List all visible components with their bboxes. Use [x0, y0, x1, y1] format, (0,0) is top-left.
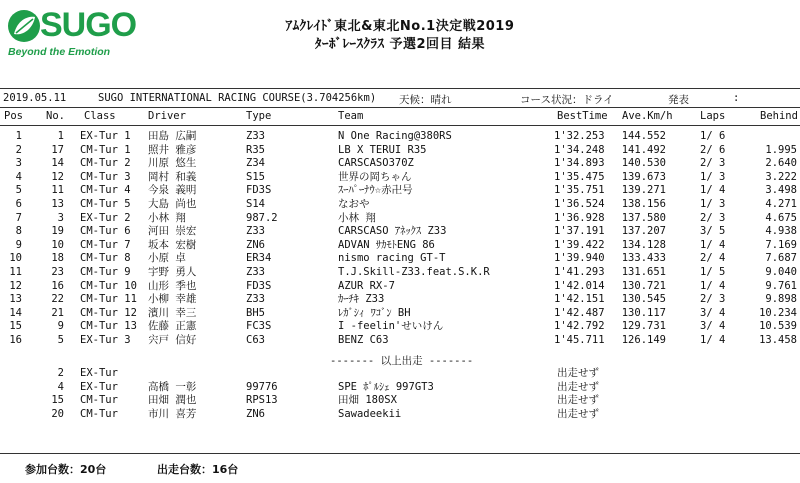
cell-driver: 濱川 幸三 [148, 306, 197, 319]
cell-behind: 10.539 [759, 320, 797, 333]
cell-team: CARSCASO ｱﾈｯｸｽ Z33 [338, 225, 447, 238]
cell-no: 5 [57, 334, 64, 346]
cell-status: 出走せず [557, 407, 599, 420]
cell-team: ｽｰﾊﾟｰﾅｳ☆赤卍号 [338, 184, 413, 197]
cell-laps: 1/ 4 [700, 279, 726, 292]
cell-pos: 1 [15, 130, 22, 142]
cell-ave: 133.433 [621, 252, 666, 265]
table-row [0, 252, 800, 265]
cell-cls: CM-Tur 6 [80, 225, 131, 238]
nonstarter-row [0, 367, 800, 380]
cell-ave: 130.721 [621, 279, 666, 292]
cell-best: 1'42.151 [554, 293, 605, 306]
cell-no: 9 [57, 320, 64, 333]
col-team: Team [338, 110, 364, 122]
weather: 天候：晴れ [399, 94, 452, 106]
cell-type: ER34 [246, 252, 272, 265]
cell-cls: EX-Tur 2 [80, 211, 131, 224]
cell-driver: 山形 季也 [148, 279, 197, 292]
cell-type: Z34 [246, 157, 265, 170]
announcement-label: 発表 [668, 94, 689, 106]
cell-team: 世界の岡ちゃん [338, 170, 412, 183]
cell-driver: 宇野 勇人 [148, 266, 197, 278]
cell-behind: 4.271 [765, 198, 797, 210]
cell-behind: 9.898 [765, 293, 797, 306]
cell-driver: 大島 尚也 [148, 198, 197, 210]
cell-laps: 2/ 6 [700, 143, 726, 156]
cell-no: 19 [51, 225, 64, 238]
cell-cls: EX-Tur 1 [80, 130, 131, 142]
cell-pos: 5 [15, 184, 22, 197]
divider-header-top [0, 107, 800, 108]
cell-no: 18 [51, 252, 64, 265]
cell-type: Z33 [246, 130, 265, 142]
col-no: No. [46, 110, 65, 122]
cell-laps: 3/ 4 [700, 320, 726, 333]
cell-best: 1'41.293 [554, 266, 605, 278]
cell-driver: 小原 卓 [148, 252, 186, 265]
cell-best: 1'32.253 [554, 130, 605, 142]
cell-laps: 1/ 3 [700, 198, 726, 210]
col-ave: Ave.Km/h [622, 110, 673, 122]
cell-cls: CM-Tur [80, 394, 118, 407]
cell-pos: 3 [15, 157, 22, 170]
cell-team: ﾚｶﾞｼｨ ﾜｺﾞﾝ BH [338, 306, 411, 319]
cell-driver: 高橋 一彰 [148, 380, 197, 393]
table-row [0, 307, 800, 320]
table-row [0, 144, 800, 157]
cell-behind: 3.498 [765, 184, 797, 197]
cell-no: 14 [51, 157, 64, 170]
cell-pos: 12 [9, 279, 22, 292]
cell-driver: 小柳 幸雄 [148, 293, 197, 306]
cell-ave: 139.673 [621, 170, 666, 183]
cell-laps: 1/ 4 [700, 238, 726, 251]
cell-team: ｶｰﾁｷ Z33 [338, 293, 385, 306]
cell-driver: 坂本 宏樹 [148, 238, 197, 251]
cell-best: 1'36.928 [554, 211, 605, 224]
cell-pos: 8 [15, 225, 22, 238]
cell-cls: CM-Tur 4 [80, 184, 131, 197]
cell-ave: 134.128 [621, 238, 666, 251]
logo-text: SUGO [40, 6, 137, 44]
col-besttime: BestTime [557, 110, 608, 122]
started-separator: ------- 以上出走 ------- [330, 355, 474, 367]
cell-cls: CM-Tur 10 [80, 279, 137, 292]
cell-driver: 照井 雅彦 [148, 143, 197, 156]
cell-cls: CM-Tur 13 [80, 320, 137, 333]
cell-best: 1'35.475 [554, 170, 605, 183]
cell-laps: 2/ 4 [700, 252, 726, 265]
cell-no: 4 [57, 380, 64, 393]
cell-driver: 佐藤 正憲 [148, 320, 197, 333]
cell-pos: 11 [9, 266, 22, 278]
cell-pos: 10 [9, 252, 22, 265]
cell-type: C63 [246, 334, 265, 346]
table-row [0, 157, 800, 170]
cell-behind: 10.234 [759, 306, 797, 319]
divider-top [0, 88, 800, 89]
cell-team: nismo racing GT-T [338, 252, 446, 265]
cell-no: 2 [57, 367, 64, 379]
cell-pos: 9 [15, 238, 22, 251]
cell-type: FC3S [246, 320, 272, 333]
cell-pos: 4 [15, 170, 22, 183]
cell-ave: 137.207 [621, 225, 666, 238]
cell-laps: 2/ 3 [700, 211, 726, 224]
cell-team: CARSCASO370Z [338, 157, 414, 170]
cell-ave: 140.530 [621, 157, 666, 170]
cell-cls: CM-Tur 5 [80, 198, 131, 210]
cell-type: S15 [246, 170, 265, 183]
cell-driver: 河田 崇宏 [148, 225, 197, 238]
cell-no: 17 [51, 143, 64, 156]
cell-cls: CM-Tur 12 [80, 306, 137, 319]
cell-team: I -feelin'せいけん [338, 320, 444, 333]
cell-behind: 7.169 [765, 238, 797, 251]
cell-cls: CM-Tur 3 [80, 170, 131, 183]
table-row [0, 130, 800, 143]
cell-driver: 小林 翔 [148, 211, 186, 224]
cell-ave: 137.580 [621, 211, 666, 224]
table-row [0, 171, 800, 184]
cell-team: T.J.Skill-Z33.feat.S.K.R [338, 266, 490, 278]
cell-cls: CM-Tur 9 [80, 266, 131, 278]
table-row [0, 334, 800, 347]
cell-no: 3 [57, 211, 64, 224]
cell-laps: 1/ 6 [700, 130, 726, 142]
col-driver: Driver [148, 110, 186, 122]
table-row [0, 239, 800, 252]
cell-cls: CM-Tur 2 [80, 157, 131, 170]
cell-best: 1'34.248 [554, 143, 605, 156]
cell-ave: 130.117 [621, 306, 666, 319]
cell-best: 1'45.711 [554, 334, 605, 346]
divider-header-bottom [0, 125, 800, 126]
nonstarter-row [0, 394, 800, 407]
cell-behind: 2.640 [765, 157, 797, 170]
cell-behind: 9.761 [765, 279, 797, 292]
cell-laps: 3/ 5 [700, 225, 726, 238]
cell-driver: 今泉 義明 [148, 184, 197, 197]
cell-ave: 126.149 [621, 334, 666, 346]
cell-best: 1'37.191 [554, 225, 605, 238]
cell-laps: 2/ 3 [700, 157, 726, 170]
cell-laps: 3/ 4 [700, 306, 726, 319]
cell-ave: 141.492 [621, 143, 666, 156]
track-condition: コース状況：ドライ [520, 94, 614, 106]
cell-behind: 9.040 [765, 266, 797, 278]
race-date: 2019.05.11 [3, 92, 67, 104]
cell-behind: 4.938 [765, 225, 797, 238]
entry-count: 参加台数：20台 [25, 463, 107, 476]
table-row [0, 293, 800, 306]
logo-tagline: Beyond the Emotion [8, 46, 111, 58]
session-title: ﾀｰﾎﾞﾚｰｽｸﾗｽ 予選2回目 結果 [314, 37, 486, 52]
cell-no: 1 [57, 130, 64, 142]
cell-team: なおや [338, 198, 370, 210]
cell-laps: 1/ 4 [700, 184, 726, 197]
cell-team: 小林 翔 [338, 211, 376, 224]
cell-cls: CM-Tur 11 [80, 293, 137, 306]
starter-count: 出走台数：16台 [157, 463, 239, 476]
cell-no: 21 [51, 306, 64, 319]
cell-best: 1'34.893 [554, 157, 605, 170]
cell-pos: 15 [9, 320, 22, 333]
cell-type: BH5 [246, 306, 265, 319]
cell-ave: 131.651 [621, 266, 666, 278]
cell-team: N One Racing@380RS [338, 130, 452, 142]
cell-behind: 4.675 [765, 211, 797, 224]
cell-best: 1'35.751 [554, 184, 605, 197]
table-row [0, 212, 800, 225]
cell-ave: 139.271 [621, 184, 666, 197]
cell-team: 田畑 180SX [338, 394, 397, 407]
cell-ave: 144.552 [621, 130, 666, 142]
cell-cls: EX-Tur [80, 367, 118, 379]
cell-best: 1'42.487 [554, 306, 605, 319]
cell-team: LB X TERUI R35 [338, 143, 427, 156]
cell-type: RPS13 [246, 394, 278, 407]
cell-ave: 130.545 [621, 293, 666, 306]
table-row [0, 320, 800, 333]
cell-ave: 138.156 [621, 198, 666, 210]
cell-type: Z33 [246, 293, 265, 306]
divider-footer [0, 453, 800, 454]
cell-type: FD3S [246, 279, 272, 292]
table-row [0, 225, 800, 238]
cell-behind: 3.222 [765, 170, 797, 183]
nonstarter-row [0, 408, 800, 421]
announcement-colon: : [733, 92, 740, 104]
col-class: Class [84, 110, 116, 122]
cell-type: Z33 [246, 266, 265, 278]
cell-cls: CM-Tur 7 [80, 238, 131, 251]
table-row [0, 184, 800, 197]
cell-status: 出走せず [557, 380, 599, 393]
cell-type: ZN6 [246, 407, 265, 420]
cell-team: SPE ﾎﾟﾙｼｪ 997GT3 [338, 380, 434, 393]
cell-driver: 岡村 和義 [148, 170, 197, 183]
cell-no: 12 [51, 170, 64, 183]
cell-best: 1'36.524 [554, 198, 605, 210]
cell-cls: CM-Tur 8 [80, 252, 131, 265]
cell-behind: 1.995 [765, 143, 797, 156]
cell-cls: CM-Tur 1 [80, 143, 131, 156]
cell-type: 987.2 [246, 211, 278, 224]
cell-behind: 7.687 [765, 252, 797, 265]
cell-type: S14 [246, 198, 265, 210]
cell-type: Z33 [246, 225, 265, 238]
cell-laps: 1/ 3 [700, 170, 726, 183]
column-header-row [0, 110, 800, 123]
cell-no: 11 [51, 184, 64, 197]
cell-no: 20 [51, 407, 64, 420]
col-behind: Behind [760, 110, 798, 122]
cell-driver: 市川 喜芳 [148, 407, 197, 420]
cell-driver: 宍戸 信好 [148, 334, 197, 346]
nonstarter-row [0, 381, 800, 394]
cell-team: BENZ C63 [338, 334, 389, 346]
cell-best: 1'39.422 [554, 238, 605, 251]
cell-type: R35 [246, 143, 265, 156]
cell-laps: 1/ 4 [700, 334, 726, 346]
cell-cls: EX-Tur 3 [80, 334, 131, 346]
cell-ave: 129.731 [621, 320, 666, 333]
cell-team: ADVAN ｻｶﾓﾄENG 86 [338, 238, 435, 251]
cell-laps: 2/ 3 [700, 293, 726, 306]
cell-no: 15 [51, 394, 64, 407]
cell-best: 1'42.792 [554, 320, 605, 333]
cell-behind: 13.458 [759, 334, 797, 346]
cell-status: 出走せず [557, 367, 599, 379]
cell-status: 出走せず [557, 394, 599, 407]
table-row [0, 280, 800, 293]
cell-pos: 16 [9, 334, 22, 346]
cell-pos: 14 [9, 306, 22, 319]
cell-no: 13 [51, 198, 64, 210]
cell-pos: 6 [15, 198, 22, 210]
cell-best: 1'42.014 [554, 279, 605, 292]
table-row [0, 266, 800, 279]
cell-cls: CM-Tur [80, 407, 118, 420]
cell-pos: 13 [9, 293, 22, 306]
cell-driver: 田島 広嗣 [148, 130, 197, 142]
cell-type: ZN6 [246, 238, 265, 251]
cell-pos: 2 [15, 143, 22, 156]
col-laps: Laps [700, 110, 726, 122]
cell-pos: 7 [15, 211, 22, 224]
cell-driver: 田畑 潤也 [148, 394, 197, 407]
cell-no: 23 [51, 266, 64, 278]
cell-no: 22 [51, 293, 64, 306]
cell-type: FD3S [246, 184, 272, 197]
cell-best: 1'39.940 [554, 252, 605, 265]
cell-no: 16 [51, 279, 64, 292]
cell-driver: 川原 悠生 [148, 157, 197, 170]
cell-laps: 1/ 5 [700, 266, 726, 278]
col-type: Type [246, 110, 272, 122]
event-title: ｱﾑｸﾚｲﾄﾞ東北&東北No.1決定戦2019 [285, 19, 515, 34]
cell-type: 99776 [246, 380, 278, 393]
cell-no: 10 [51, 238, 64, 251]
cell-team: Sawadeekii [338, 407, 402, 420]
cell-cls: EX-Tur [80, 380, 118, 393]
col-pos: Pos [4, 110, 23, 122]
table-row [0, 198, 800, 211]
cell-team: AZUR RX-7 [338, 279, 395, 292]
course-name: SUGO INTERNATIONAL RACING COURSE(3.704256km) [98, 92, 377, 104]
